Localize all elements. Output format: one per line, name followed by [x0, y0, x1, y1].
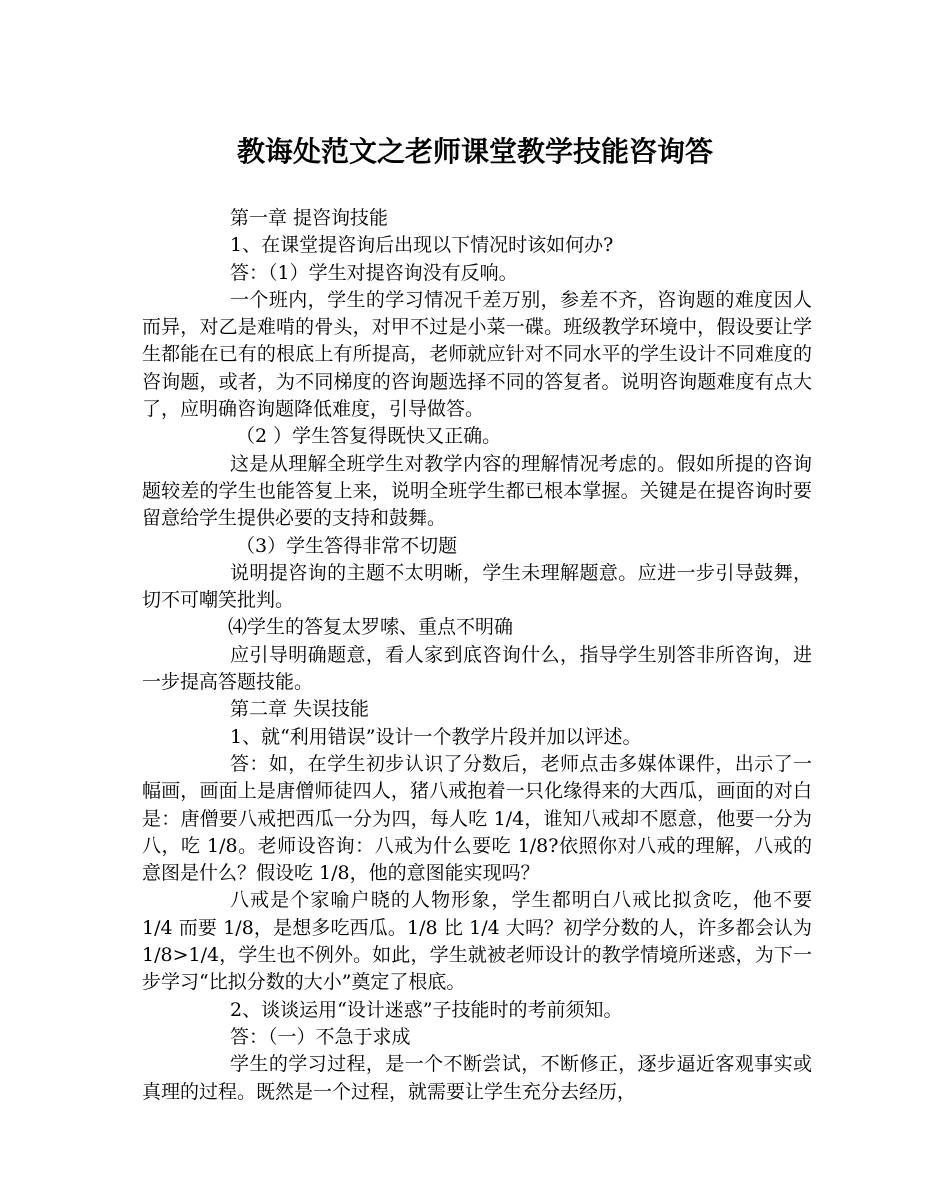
case-heading: （2 ）学生答复得既快又正确。: [236, 425, 502, 448]
document-title: 教诲处范文之老师课堂教学技能咨询答: [236, 135, 713, 168]
body-paragraph: 这是从理解全班学生对教学内容的理解情况考虑的。假如所提的咨询题较差的学生也能答复上来，说明全班学生都已根本掌握。关键是在提咨询时要留意给学生提供必要的支持和鼓舞。: [142, 452, 812, 530]
body-paragraph: 学生的学习过程，是一个不断尝试，不断修正，逐步逼近客观事实或真理的过程。既然是一个过程，就需要让学生充分去经历，: [142, 1053, 812, 1103]
question-heading: 2、谈谈运用“设计迷惑”子技能时的考前须知。: [230, 998, 623, 1021]
case-heading: （3）学生答得非常不切题: [236, 534, 458, 557]
question-heading: 1、就“利用错误”设计一个教学片段并加以评述。: [230, 725, 642, 748]
body-paragraph: 一个班内，学生的学习情况千差万别，参差不齐，咨询题的难度因人而异，对乙是难啃的骨头，对甲不过是小菜一碟。班级教学环境中，假设要让学生都能在已有的根底上有所提高，老师就应针对不同水平的学生设计不同难度的咨询题，或者，为不同梯度的咨询题选择不同的答复者。说明咨询题难度有点大了，应明确咨询题降低难度，引导做答。: [142, 288, 812, 421]
question-heading: 1、在课堂提咨询后出现以下情况时该如何办?: [230, 234, 614, 257]
body-paragraph: 答：如，在学生初步认识了分数后，老师点击多媒体课件，出示了一幅画，画面上是唐僧师徒四人，猪八戒抱着一只化缘得来的大西瓜，画面的对白是：唐僧要八戒把西瓜一分为四，每人吃 1/4，谁知八戒却不愿意，他要一分为八，吃 1/8。老师设咨询：八戒为什么要吃 1/8?依照你对八戒的理解，八戒的意图是什么？假设吃 1/8，他的意图能实现吗？: [142, 752, 812, 885]
answer-heading: 答：（1）学生对提咨询没有反响。: [230, 261, 518, 284]
body-paragraph: 应引导明确题意，看人家到底咨询什么，指导学生别答非所咨询，进一步提高答题技能。: [142, 643, 812, 694]
answer-heading: 答：（一）不急于求成: [230, 1025, 411, 1048]
chapter-heading: 第一章 提咨询技能: [230, 207, 389, 229]
case-heading: ⑷学生的答复太罗嗦、重点不明确: [228, 616, 514, 639]
body-paragraph: 说明提咨询的主题不太明晰，学生未理解题意。应进一步引导鼓舞，切不可嘲笑批判。: [142, 561, 812, 612]
document-body: [142, 205, 812, 1106]
chapter-heading: 第二章 失误技能: [230, 698, 370, 721]
body-paragraph: 八戒是个家喻户晓的人物形象，学生都明白八戒比拟贪吃，他不要 1/4 而要 1/8，是想多吃西瓜。1/8 比 1/4 大吗？初学分数的人，许多都会认为 1/8>1/4，学生也不例外。如此，学生就被老师设计的教学情境所迷惑，为下一步学习“比拟分数的大小”奠定了根底。: [142, 889, 812, 994]
